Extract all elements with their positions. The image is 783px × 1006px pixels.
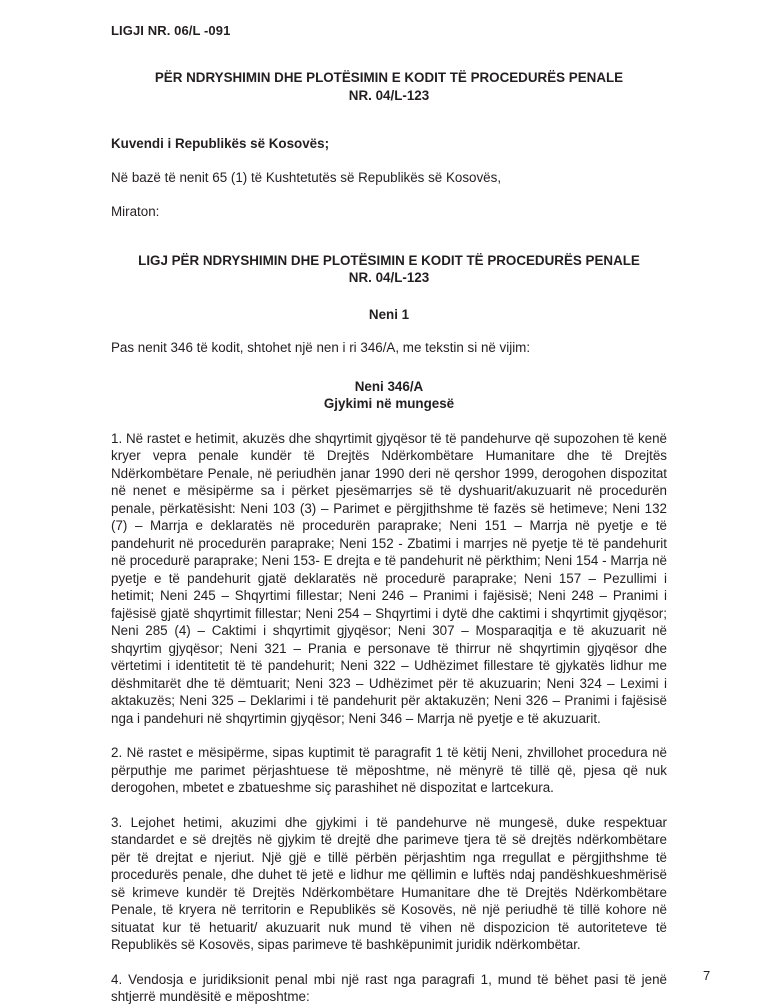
law-title-line2: NR. 04/L-123	[348, 270, 430, 285]
paragraph-2: 2. Në rastet e mësipërme, sipas kuptimit të paragrafit 1 të këtij Neni, zhvillohet procedura në përputhje me parimet përjashtuese të mëposhtme, në mënyrë të tillë që, pjesa që nuk derogohen, mbetet e zbatueshme siç parashihet në dispozitat e lartcekura.	[111, 745, 667, 795]
article-1-intro: Pas nenit 346 të kodit, shtohet një nen i ri 346/A, me tekstin si në vijim:	[111, 340, 531, 355]
paragraph-4: 4. Vendosja e juridiksionit penal mbi një rast nga paragrafi 1, mund të bëhet pasi të jenë shtjerrë mundësitë e mëposhtme:	[111, 971, 667, 1004]
document-title-line1: PËR NDRYSHIMIN DHE PLOTËSIMIN E KODIT TË PROCEDURËS PENALE	[154, 70, 624, 85]
document-body	[111, 69, 667, 1006]
article-346a-subheading: Gjykimi në mungesë	[323, 396, 455, 411]
paragraph-3: 3. Lejohet hetimi, akuzimi dhe gjykimi i të pandehurve në mungesë, duke respektuar standardet e së drejtës në gjykim të drejtë dhe parimeve tjera të së drejtës ndërkombëtare për të drejtat e njeriut. Një gjë e tillë përbën përjashtim nga rregullat e përgjithshme të procedurës penale, dhe duhet të jetë e lidhur me qëllimin e luftës ndaj pandëshkueshmërisë së krimeve kundër të Drejtës Ndërkombëtare Humanitare dhe të Drejtës Ndërkombëtare Penale, të kryera në territorin e Republikës së Kosovës, në një periudhë të tillë kohore në situatat kur të hetuarit/ akuzuarit nuk mund të vihen në dispozicion të autoriteteve të Republikës së Kosovës, sipas parimeve të bashkëpunimit juridik ndërkombëtar.	[111, 814, 667, 952]
law-title	[111, 252, 667, 287]
article-346a-heading-block	[111, 378, 667, 413]
page-number: 7	[703, 968, 711, 983]
assembly-heading: Kuvendi i Republikës së Kosovës;	[111, 136, 330, 151]
adopts-label: Miraton:	[111, 204, 160, 219]
article-346a-heading: Neni 346/A	[354, 378, 424, 394]
law-title-line1: LIGJ PËR NDRYSHIMIN DHE PLOTËSIMIN E KODIT TË PROCEDURËS PENALE	[138, 252, 640, 268]
article-1-heading: Neni 1	[368, 306, 410, 322]
document-title-line2: NR. 04/L-123	[348, 87, 430, 103]
document-title	[111, 69, 667, 104]
paragraph-1: 1. Në rastet e hetimit, akuzës dhe shqyrtimit gjyqësor të të pandehurve që supozohen të kenë kryer vepra penale kundër të Drejtës Ndërkombëtare Humanitare dhe të Drejtës Ndërkombëtare Penale, në periudhën janar 1990 deri në qershor 1999, derogohen dispozitat në nenet e mësipërme sa i përket pjesëmarrjes së të dyshuarit/akuzuarit në procedurën penale, përkatësisht: Neni 103 (3) – Parimet e përgjithshme të fazës së hetimeve; Neni 132 (7) – Marrja e deklaratës në procedurën paraprake; Neni 151 – Marrja në pyetje e të pandehurit në procedurën paraprake; Neni 152 - Zbatimi i marrjes në pyetje të të pandehurit në procedurë paraprake; Neni 153- E drejta e të pandehurit në përkthim; Neni 154 - Marrja në pyetje e të pandehurit gjatë deklaratës në procedurë paraprake; Neni 157 – Pezullimi i hetimit; Neni 245 – Shqyrtimi fillestar; Neni 246 – Pranimi i fajësisë; Neni 248 – Pranimi i fajësisë gjatë shqyrtimit fillestar; Neni 254 – Shqyrtimi i dytë dhe caktimi i shqyrtimit gjyqësor; Neni 285 (4) – Caktimi i shqyrtimit gjyqësor; Neni 307 – Mosparaqitja e të akuzuarit në shqyrtim gjyqësor; Neni 321 – Prania e personave të thirrur në shqyrtimin gjyqësor dhe vërtetimi i identitetit të të pandehurit; Neni 322 – Udhëzimet fillestare të gjykatës lidhur me dëshmitarët dhe të dëmtuarit; Neni 323 – Udhëzimet për të akuzuarin; Neni 324 – Leximi i aktakuzës; Neni 325 – Deklarimi i të pandehurit për aktakuzën; Neni 326 – Pranimi i fajësisë nga i pandehuri në shqyrtimin gjyqësor; Neni 346 – Marrja në pyetje e të akuzuarit.	[111, 430, 667, 726]
law-number-header: LIGJI NR. 06/L -091	[111, 23, 231, 38]
legal-basis: Në bazë të nenit 65 (1) të Kushtetutës së Republikës së Kosovës,	[111, 169, 502, 185]
